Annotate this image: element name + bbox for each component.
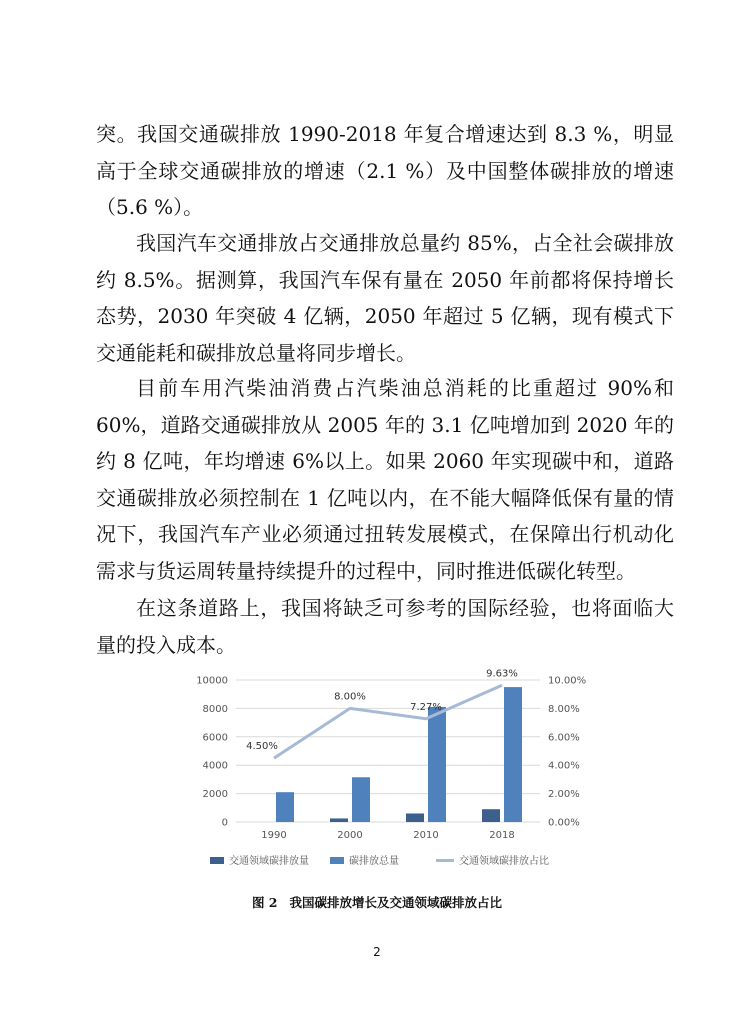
legend-swatch xyxy=(210,857,224,864)
bar-transport xyxy=(482,809,500,822)
y-tick-label: 8000 xyxy=(202,703,228,715)
x-tick-label: 2018 xyxy=(489,830,515,841)
figure-number: 图 2 xyxy=(251,895,278,910)
y2-tick-label: 8.00% xyxy=(548,703,580,715)
figure-caption-text: 我国碳排放增长及交通领域碳排放占比 xyxy=(289,895,503,910)
y-tick-label: 10000 xyxy=(196,675,228,687)
paragraph-1: 突。我国交通碳排放 1990-2018 年复合增速达到 8.3 %，明显高于全球交通碳排放的增速（2.1 %）及中国整体碳排放的增速（5.6 %）。 xyxy=(96,122,674,219)
chart-svg xyxy=(180,668,587,878)
y-tick-label: 2000 xyxy=(202,789,228,801)
legend-label: 交通领域碳排放占比 xyxy=(459,856,549,867)
emissions-chart xyxy=(180,668,587,878)
bar-total xyxy=(428,707,446,822)
bar-total xyxy=(276,792,294,822)
share-line xyxy=(274,685,502,758)
x-tick-label: 2010 xyxy=(413,830,439,841)
bar-total xyxy=(504,687,522,822)
bar-transport xyxy=(330,818,348,822)
legend-label: 碳排放总量 xyxy=(349,856,399,867)
paragraph-4: 在这条道路上，我国将缺乏可参考的国际经验，也将面临大量的投入成本。 xyxy=(96,596,674,657)
y2-tick-label: 10.00% xyxy=(548,675,587,687)
paragraph-2: 我国汽车交通排放占交通排放总量约 85%，占全社会碳排放约 8.5%。据测算，我国汽车保有量在 2050 年前都将保持增长态势，2030 年突破 4 亿辆，2050 年超过 5 亿辆，现有模式下交通能耗和碳排放总量将同步增长。 xyxy=(96,231,674,365)
y2-tick-label: 0.00% xyxy=(548,817,580,829)
page-number: 2 xyxy=(373,945,381,959)
legend-swatch xyxy=(330,857,344,864)
y2-tick-label: 4.00% xyxy=(548,760,580,772)
paragraph-3: 目前车用汽柴油消费占汽柴油总消耗的比重超过 90%和 60%，道路交通碳排放从 2005 年的 3.1 亿吨增加到 2020 年的约 8 亿吨，年均增速 6%以上。如果 2060 年实现碳中和，道路交通碳排放必须控制在 1 亿吨以内，在不能大幅降低保有量的情况下，我国汽车产业必须通过扭转发展模式，在保障出行机动化需求与货运周转量持续提升的过程中，同时推进低碳化转型。 xyxy=(96,376,674,583)
figure-caption xyxy=(0,893,754,911)
y2-tick-label: 2.00% xyxy=(548,789,580,801)
share-data-label: 4.50% xyxy=(246,741,278,753)
y-tick-label: 6000 xyxy=(202,732,228,744)
bar-transport xyxy=(406,813,424,822)
legend-label: 交通领域碳排放量 xyxy=(229,856,309,867)
share-data-label: 7.27% xyxy=(410,701,442,713)
bar-total xyxy=(352,777,370,822)
share-data-label: 9.63% xyxy=(486,668,518,680)
y-tick-label: 4000 xyxy=(202,760,228,772)
y-tick-label: 0 xyxy=(221,817,228,829)
y2-tick-label: 6.00% xyxy=(548,732,580,744)
share-data-label: 8.00% xyxy=(334,691,366,703)
x-tick-label: 2000 xyxy=(337,830,363,841)
x-tick-label: 1990 xyxy=(261,830,287,841)
